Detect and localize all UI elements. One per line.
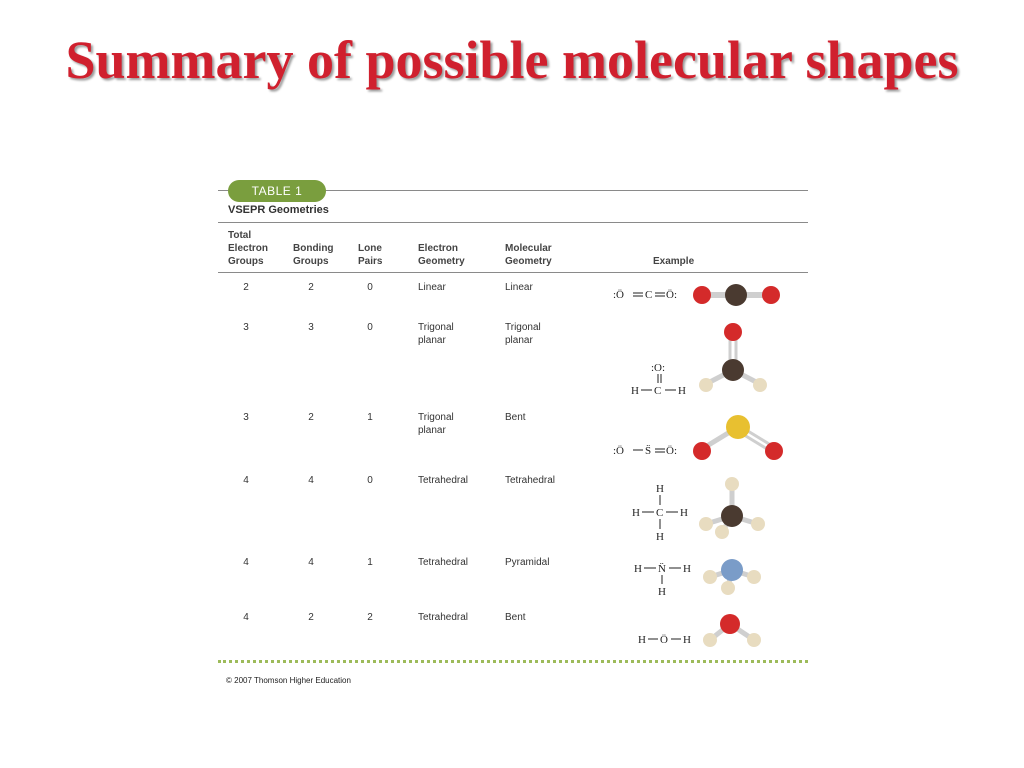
- header-eg-line-1: Electron: [418, 243, 459, 254]
- header-bonding-groups: [293, 242, 334, 268]
- header-molecular-geometry: [505, 242, 552, 268]
- header-lone-pairs: [358, 242, 382, 268]
- row2-eg-line-2: planar: [418, 335, 446, 346]
- hydrogen-atom: [747, 570, 761, 584]
- h2o-lewis-h-left: H: [638, 634, 646, 646]
- row5-total: 4: [243, 557, 249, 568]
- oxygen-atom: [720, 614, 740, 634]
- hydrogen-atom: [747, 633, 761, 647]
- row3-bonding: 2: [308, 412, 314, 423]
- header-total-line-2: Electron: [228, 243, 269, 254]
- row4-total: 4: [243, 475, 249, 486]
- header-total-line-3: Groups: [228, 256, 264, 267]
- nh3-lewis-h-left: H: [634, 563, 642, 575]
- row4-electron-geometry: Tetrahedral: [418, 475, 469, 486]
- hydrogen-atom: [699, 378, 713, 392]
- row6-lone: 2: [367, 612, 373, 623]
- row5-bonding: 4: [308, 557, 314, 568]
- row3-lone: 1: [367, 412, 373, 423]
- nh3-lewis-n: N̈: [658, 563, 666, 575]
- row1-molecular-geometry: Linear: [505, 282, 533, 293]
- oxygen-atom: [765, 442, 783, 460]
- row6-bonding: 2: [308, 612, 314, 623]
- oxygen-atom: [693, 286, 711, 304]
- row2-total: 3: [243, 322, 249, 333]
- row6-molecular-geometry: Bent: [505, 612, 526, 623]
- row2-lone: 0: [367, 322, 373, 333]
- h2o-lewis-structure: [636, 628, 706, 648]
- row5-electron-geometry: Tetrahedral: [418, 557, 469, 568]
- row2-electron-geometry: [418, 321, 454, 347]
- co2-lewis-right-o: Ö:: [666, 289, 677, 301]
- row1-electron-geometry: Linear: [418, 282, 446, 293]
- ch4-lewis-c: C: [656, 507, 664, 519]
- row2-bonding: 3: [308, 322, 314, 333]
- row5-molecular-geometry: Pyramidal: [505, 557, 550, 568]
- copyright-notice: © 2007 Thomson Higher Education: [226, 676, 351, 685]
- hydrogen-atom: [715, 525, 729, 539]
- nh3-lewis-h-bottom: H: [658, 586, 666, 598]
- hydrogen-atom: [699, 517, 713, 531]
- h2co-lewis-h-left: H: [631, 385, 639, 397]
- oxygen-atom: [762, 286, 780, 304]
- so2-lewis-left-o: :Ö: [613, 445, 624, 457]
- row3-eg-line-2: planar: [418, 425, 446, 436]
- so2-lewis-structure: [613, 440, 693, 460]
- ch4-lewis-structure: [630, 482, 700, 544]
- row4-lone: 0: [367, 475, 373, 486]
- header-lone-line-2: Pairs: [358, 256, 383, 267]
- co2-lewis-c: C: [645, 289, 653, 301]
- ch4-lewis-h-left: H: [632, 507, 640, 519]
- header-mg-line-2: Geometry: [505, 256, 552, 267]
- header-total-electron-groups: [228, 229, 268, 268]
- hydrogen-atom: [753, 378, 767, 392]
- h2co-lewis-structure: [628, 361, 698, 401]
- oxygen-atom: [693, 442, 711, 460]
- row6-total: 4: [243, 612, 249, 623]
- header-electron-geometry: [418, 242, 465, 268]
- row3-electron-geometry: [418, 411, 454, 437]
- row2-mg-line-1: Trigonal: [505, 322, 541, 333]
- co2-lewis-structure: [613, 284, 693, 304]
- hydrogen-atom: [725, 477, 739, 491]
- ch4-lewis-h-right: H: [680, 507, 688, 519]
- header-total-line-1: Total: [228, 230, 252, 241]
- nh3-lewis-h-right: H: [683, 563, 691, 575]
- header-lone-line-1: Lone: [358, 243, 382, 254]
- hydrogen-atom: [703, 570, 717, 584]
- row5-lone: 1: [367, 557, 373, 568]
- carbon-atom: [722, 359, 744, 381]
- header-bonding-line-1: Bonding: [293, 243, 334, 254]
- h2o-ball-stick-model: [698, 610, 768, 656]
- row3-eg-line-1: Trigonal: [418, 412, 454, 423]
- h2co-lewis-h-right: H: [678, 385, 686, 397]
- h2o-lewis-o: Ö: [660, 634, 668, 646]
- h2co-lewis-o: :O:: [651, 362, 666, 374]
- row2-molecular-geometry: [505, 321, 541, 347]
- row4-molecular-geometry: Tetrahedral: [505, 475, 556, 486]
- row4-bonding: 4: [308, 475, 314, 486]
- co2-ball-stick-model: [688, 280, 788, 310]
- slide-title: Summary of possible molecular shapes: [65, 30, 959, 90]
- hydrogen-atom: [721, 581, 735, 595]
- hydrogen-atom: [751, 517, 765, 531]
- nh3-ball-stick-model: [698, 553, 768, 599]
- ch4-lewis-h-top: H: [656, 483, 664, 495]
- header-bonding-line-2: Groups: [293, 256, 329, 267]
- table-bottom-dotted-rule: [218, 660, 808, 663]
- so2-ball-stick-model: [692, 409, 792, 465]
- row6-electron-geometry: Tetrahedral: [418, 612, 469, 623]
- h2co-ball-stick-model: [694, 320, 774, 400]
- h2o-lewis-h-right: H: [683, 634, 691, 646]
- so2-lewis-right-o: Ö:: [666, 445, 677, 457]
- carbon-atom: [721, 505, 743, 527]
- oxygen-atom: [724, 323, 742, 341]
- nitrogen-atom: [721, 559, 743, 581]
- row1-total: 2: [243, 282, 249, 293]
- table-badge: TABLE 1: [228, 180, 326, 202]
- nh3-lewis-structure: [632, 556, 702, 598]
- header-eg-line-2: Geometry: [418, 256, 465, 267]
- co2-lewis-left-o: :Ö: [613, 289, 624, 301]
- ch4-lewis-h-bottom: H: [656, 531, 664, 543]
- row3-molecular-geometry: Bent: [505, 412, 526, 423]
- row1-bonding: 2: [308, 282, 314, 293]
- hydrogen-atom: [703, 633, 717, 647]
- carbon-atom: [725, 284, 747, 306]
- so2-lewis-s: S̈: [645, 445, 652, 457]
- ch4-ball-stick-model: [694, 474, 774, 544]
- row2-eg-line-1: Trigonal: [418, 322, 454, 333]
- sulfur-atom: [726, 415, 750, 439]
- header-bottom-rule: [218, 272, 808, 273]
- row3-total: 3: [243, 412, 249, 423]
- header-top-rule: [218, 222, 808, 223]
- h2co-lewis-c: C: [654, 385, 662, 397]
- row2-mg-line-2: planar: [505, 335, 533, 346]
- vsepr-table: [218, 176, 808, 696]
- row1-lone: 0: [367, 282, 373, 293]
- header-example: Example: [653, 256, 695, 267]
- header-mg-line-1: Molecular: [505, 243, 552, 254]
- table-subtitle: VSEPR Geometries: [228, 204, 329, 216]
